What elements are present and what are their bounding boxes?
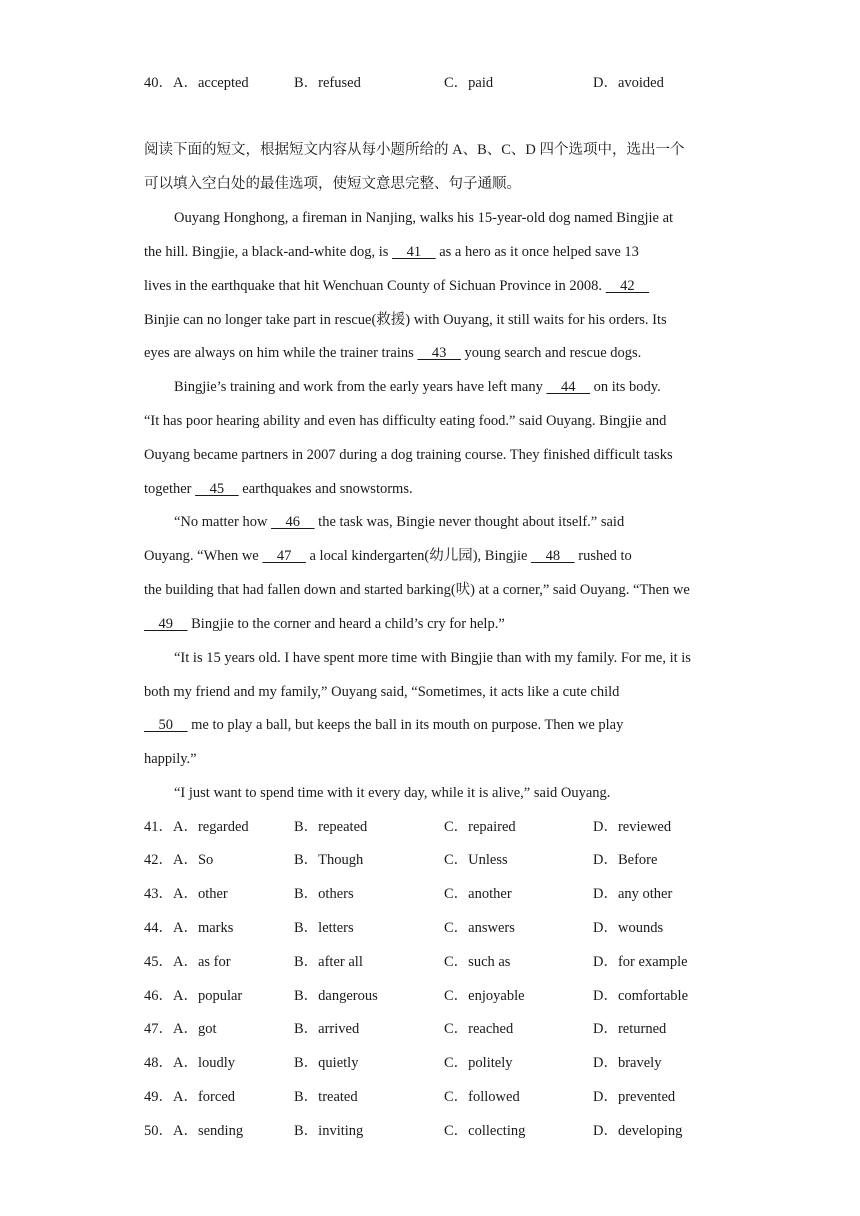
option-c: C．followed bbox=[444, 1089, 520, 1105]
option-b: B．Though bbox=[294, 852, 364, 868]
passage-line bbox=[144, 479, 719, 499]
passage-line bbox=[144, 715, 719, 735]
passage-line: Binjie can no longer take part in rescue(救援) with Ouyang, it still waits for his orders. Its bbox=[144, 312, 667, 328]
text: on its body. bbox=[589, 379, 661, 395]
option-a: 41．A．regarded bbox=[144, 819, 249, 835]
option-b: B．letters bbox=[294, 920, 354, 936]
question-43-options bbox=[144, 884, 744, 904]
option-c: C．paid bbox=[444, 75, 494, 91]
option-c: C．another bbox=[444, 886, 512, 902]
question-50-options bbox=[144, 1121, 744, 1141]
option-d: D．comfortable bbox=[593, 988, 689, 1004]
passage-line: both my friend and my family,” Ouyang said, “Sometimes, it acts like a cute child bbox=[144, 684, 620, 700]
option-b: B．dangerous bbox=[294, 988, 378, 1004]
option-c: C．collecting bbox=[444, 1123, 526, 1139]
question-40-options bbox=[144, 73, 744, 93]
question-47-options bbox=[144, 1019, 744, 1039]
instructions-line-1: 阅读下面的短文，根据短文内容从每小题所给的 A、B、C、D 四个选项中，选出一个 bbox=[144, 142, 685, 158]
blank-46: 46 bbox=[271, 514, 315, 530]
text: earthquakes and snowstorms. bbox=[238, 481, 413, 497]
passage-line: “It has poor hearing ability and even has difficulty eating food.” said Ouyang. Bingjie and bbox=[144, 413, 667, 429]
option-c: C．enjoyable bbox=[444, 988, 525, 1004]
option-d: D．Before bbox=[593, 852, 658, 868]
option-a: 45．A．as for bbox=[144, 954, 231, 970]
question-number: 40． bbox=[144, 75, 173, 91]
text: lives in the earthquake that hit Wenchuan County of Sichuan Province in 2008. bbox=[144, 278, 606, 294]
blank-49: 49 bbox=[144, 616, 188, 632]
question-48-options bbox=[144, 1053, 744, 1073]
option-d: D．bravely bbox=[593, 1055, 662, 1071]
text: eyes are always on him while the trainer trains bbox=[144, 345, 418, 361]
option-a: 50．A．sending bbox=[144, 1123, 244, 1139]
question-42-options bbox=[144, 850, 744, 870]
instructions-line-2: 可以填入空白处的最佳选项，使短文意思完整、句子通顺。 bbox=[144, 176, 521, 192]
text: rushed to bbox=[574, 548, 632, 564]
option-c: C．reached bbox=[444, 1021, 514, 1037]
option-c: C．repaired bbox=[444, 819, 516, 835]
option-d: D．any other bbox=[593, 886, 673, 902]
option-a-text: A．accepted bbox=[173, 75, 249, 91]
text: Bingjie’s training and work from the early years have left many bbox=[174, 379, 547, 395]
text: me to play a ball, but keeps the ball in its mouth on purpose. Then we play bbox=[187, 717, 624, 733]
passage-line: Ouyang became partners in 2007 during a dog training course. They finished difficult tasks bbox=[144, 447, 673, 463]
blank-45: 45 bbox=[195, 481, 239, 497]
text: a local kindergarten(幼儿园), Bingjie bbox=[305, 548, 532, 564]
question-44-options bbox=[144, 918, 744, 938]
option-b: B．quietly bbox=[294, 1055, 359, 1071]
text: Bingjie to the corner and heard a child’s cry for help.” bbox=[187, 616, 505, 632]
passage-line: “I just want to spend time with it every day, while it is alive,” said Ouyang. bbox=[174, 785, 611, 801]
option-a: 44．A．marks bbox=[144, 920, 234, 936]
option-b: B．inviting bbox=[294, 1123, 364, 1139]
text: Ouyang. “When we bbox=[144, 548, 263, 564]
blank-47: 47 bbox=[262, 548, 306, 564]
text: the hill. Bingjie, a black-and-white dog, is bbox=[144, 244, 393, 260]
passage-line bbox=[144, 546, 719, 566]
blank-48: 48 bbox=[531, 548, 575, 564]
passage-line: happily.” bbox=[144, 751, 197, 767]
passage-line bbox=[144, 614, 719, 634]
option-a: 43．A．other bbox=[144, 886, 228, 902]
blank-41: 41 bbox=[392, 244, 436, 260]
text: the task was, Bingie never thought about itself.” said bbox=[314, 514, 625, 530]
option-b: B．refused bbox=[294, 75, 361, 91]
option-c: C．Unless bbox=[444, 852, 508, 868]
option-a: 42．A．So bbox=[144, 852, 214, 868]
option-d: D．prevented bbox=[593, 1089, 676, 1105]
option-c: C．answers bbox=[444, 920, 515, 936]
question-49-options bbox=[144, 1087, 744, 1107]
option-d: D．wounds bbox=[593, 920, 664, 936]
option-c: C．politely bbox=[444, 1055, 513, 1071]
option-b: B．after all bbox=[294, 954, 363, 970]
option-a: 49．A．forced bbox=[144, 1089, 236, 1105]
text: young search and rescue dogs. bbox=[460, 345, 642, 361]
blank-44: 44 bbox=[546, 379, 590, 395]
text: “No matter how bbox=[174, 514, 272, 530]
blank-43: 43 bbox=[417, 345, 461, 361]
text: together bbox=[144, 481, 196, 497]
question-45-options bbox=[144, 952, 744, 972]
option-b: B．arrived bbox=[294, 1021, 360, 1037]
blank-42: 42 bbox=[605, 278, 650, 294]
text: as a hero as it once helped save 13 bbox=[435, 244, 639, 260]
option-b: B．treated bbox=[294, 1089, 358, 1105]
question-41-options bbox=[144, 817, 744, 837]
option-c: C．such as bbox=[444, 954, 511, 970]
passage-line bbox=[174, 377, 719, 397]
option-d: D．returned bbox=[593, 1021, 667, 1037]
option-b: B．repeated bbox=[294, 819, 368, 835]
option-a bbox=[144, 73, 249, 93]
option-d: D．avoided bbox=[593, 75, 664, 91]
option-a: 46．A．popular bbox=[144, 988, 243, 1004]
option-d: D．for example bbox=[593, 954, 688, 970]
option-d: D．reviewed bbox=[593, 819, 672, 835]
passage-line bbox=[144, 276, 719, 296]
passage-line: “It is 15 years old. I have spent more time with Bingjie than with my family. For me, it is bbox=[174, 650, 691, 666]
passage-line bbox=[174, 512, 719, 532]
option-a: 47．A．got bbox=[144, 1021, 217, 1037]
option-d: D．developing bbox=[593, 1123, 683, 1139]
passage-line: the building that had fallen down and started barking(吠) at a corner,” said Ouyang. “Then we bbox=[144, 582, 690, 598]
option-a: 48．A．loudly bbox=[144, 1055, 236, 1071]
passage-line bbox=[144, 343, 719, 363]
passage-line bbox=[144, 242, 719, 262]
option-b: B．others bbox=[294, 886, 354, 902]
passage-line: Ouyang Honghong, a fireman in Nanjing, walks his 15-year-old dog named Bingjie at bbox=[174, 210, 674, 226]
question-46-options bbox=[144, 986, 744, 1006]
blank-50: 50 bbox=[144, 717, 188, 733]
